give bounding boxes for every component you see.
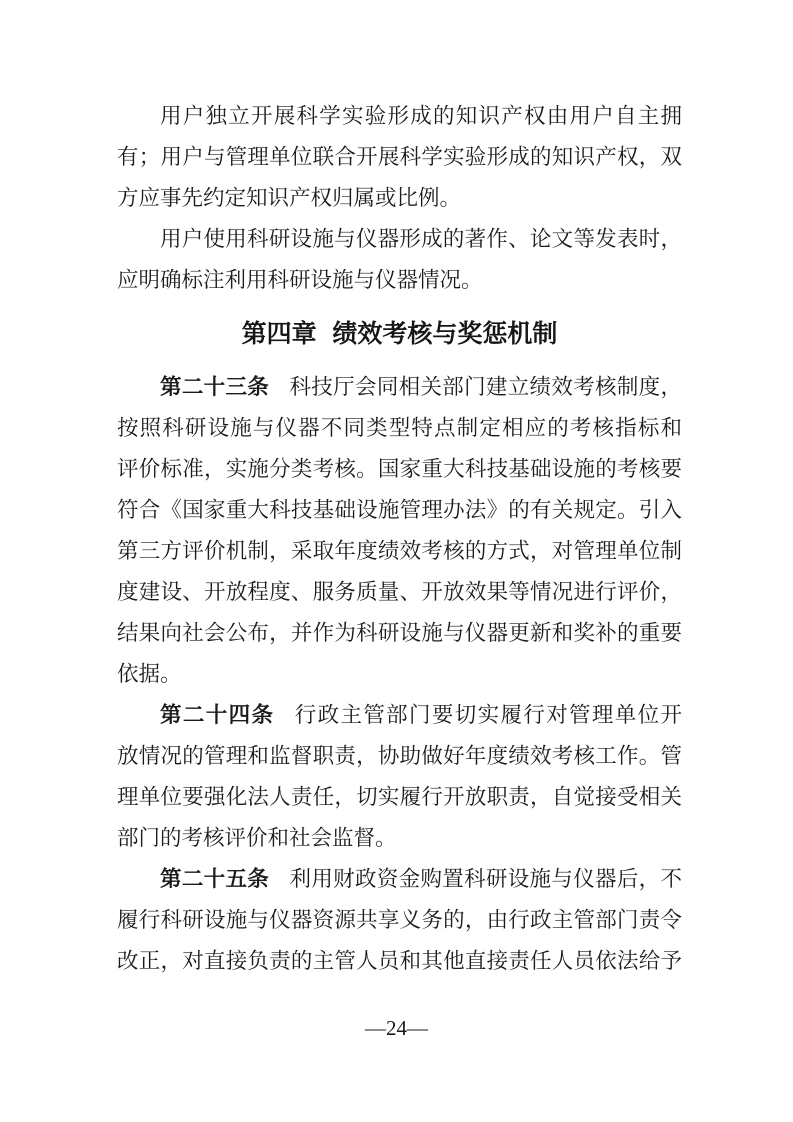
paragraph-article-23 (117, 367, 682, 695)
text-line: 第三方评价机制，采取年度绩效考核的方式，对管理单位制 (117, 539, 682, 563)
article-first-line-text: 利用财政资金购置科研设施与仪器后，不 (289, 867, 682, 891)
text-line: 评价标准，实施分类考核。国家重大科技基础设施的考核要 (117, 457, 682, 481)
article-number: 第二十四条 (160, 703, 275, 727)
paragraph-citation (117, 219, 682, 301)
paragraph-user-ip (117, 96, 682, 219)
article-first-line-text: 科技厅会同相关部门建立绩效考核制度， (289, 375, 682, 399)
document-body (117, 96, 682, 982)
text-line: 用户使用科研设施与仪器形成的著作、论文等发表时， (160, 227, 682, 251)
text-line: 按照科研设施与仪器不同类型特点制定相应的考核指标和 (117, 416, 682, 440)
chapter-heading: 第四章 绩效考核与奖惩机制 (241, 320, 558, 348)
text-line (117, 859, 682, 900)
text-line: 度建设、开放程度、服务质量、开放效果等情况进行评价， (117, 580, 682, 604)
text-line: 履行科研设施与仪器资源共享义务的，由行政主管部门责令 (117, 908, 682, 932)
text-line: 方应事先约定知识产权归属或比例。 (117, 186, 462, 210)
text-line (117, 367, 682, 408)
text-line: 部门的考核评价和社会监督。 (117, 826, 397, 850)
text-line: 放情况的管理和监督职责，协助做好年度绩效考核工作。管 (117, 744, 682, 768)
paragraph-article-24 (117, 695, 682, 859)
text-line: 理单位要强化法人责任，切实履行开放职责，自觉接受相关 (117, 785, 682, 809)
text-line: 应明确标注利用科研设施与仪器情况。 (117, 268, 483, 292)
text-line: 有；用户与管理单位联合开展科学实验形成的知识产权，双 (117, 145, 682, 169)
article-number: 第二十五条 (160, 867, 270, 891)
article-number: 第二十三条 (160, 375, 270, 399)
text-line: 改正，对直接负责的主管人员和其他直接责任人员依法给予 (117, 949, 682, 973)
text-line (117, 695, 682, 736)
text-line: 符合《国家重大科技基础设施管理办法》的有关规定。引入 (117, 498, 682, 522)
article-first-line-text: 行政主管部门要切实履行对管理单位开 (294, 703, 682, 727)
page-number: —24— (365, 1016, 428, 1040)
paragraph-article-25 (117, 859, 682, 982)
text-line: 用户独立开展科学实验形成的知识产权由用户自主拥 (160, 104, 682, 128)
text-line: 结果向社会公布，并作为科研设施与仪器更新和奖补的重要 (117, 621, 682, 645)
text-line: 依据。 (117, 662, 182, 686)
